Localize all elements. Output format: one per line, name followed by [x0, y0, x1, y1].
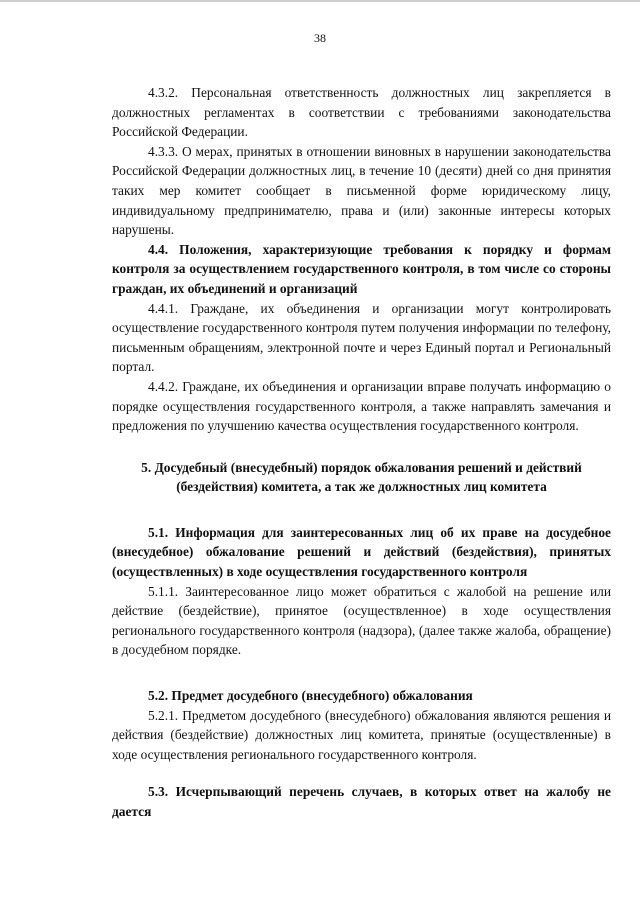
paragraph-4-4-1: 4.4.1. Граждане, их объединения и организации могут контролировать осуществление государственного контроля путем получения информации по телефону, письменным обращениям, электронной почте и через Единый портал и Региональный портал. [112, 300, 611, 375]
document-body [112, 83, 611, 822]
heading-5-3: 5.3. Исчерпывающий перечень случаев, в которых ответ на жалобу не дается [112, 784, 611, 819]
heading-5-2: 5.2. Предмет досудебного (внесудебного) обжалования [148, 688, 473, 704]
paragraph-4-3-2: 4.3.2. Персональная ответственность должностных лиц закрепляется в должностных регламентах в соответствии с требованиями законодательства Российской Федерации. [112, 85, 611, 140]
scan-edge [0, 0, 640, 2]
heading-4-4: 4.4. Положения, характеризующие требования к порядку и формам контроля за осуществлением государственного контроля, в том числе со стороны граждан, их объединений и организаций [112, 241, 611, 296]
paragraph-5-2-1: 5.2.1. Предметом досудебного (внесудебного) обжалования являются решения и действия (бездействие) должностных лиц комитета, принятые (осуществленные) в ходе осуществления регионального государственного контроля. [112, 707, 611, 762]
page-number: 38 [314, 31, 326, 45]
heading-5-1: 5.1. Информация для заинтересованных лиц об их праве на досудебное (внесудебное) обжалование решений и действий (бездействия), принятых (осуществленных) в ходе осуществления государственного контроля [112, 524, 611, 580]
paragraph-4-3-3: 4.3.3. О мерах, принятых в отношении виновных в нарушении законодательства Российской Федерации должностных лиц, в течение 10 (десяти) дней со дня принятия таких мер комитет сообщает в письменной форме юридическому лицу, индивидуальному предпринимателю, права и (или) законные интересы которых нарушены. [112, 143, 611, 238]
section-5-heading: 5. Досудебный (внесудебный) порядок обжалования решений и действий (бездействия) комитета, а так же должностных лиц комитета [141, 459, 582, 495]
paragraph-5-1-1: 5.1.1. Заинтересованное лицо может обратиться с жалобой на решение или действие (бездействие), принятое (осуществленное) в ходе осуществления регионального государственного контроля (надзора), (далее также жалоба, обращение) в досудебном порядке. [112, 583, 611, 658]
paragraph-4-4-2: 4.4.2. Граждане, их объединения и организации вправе получать информацию о порядке осуществления государственного контроля, а также направлять замечания и предложения по улучшению качества осуществления государственного контроля. [112, 378, 611, 434]
